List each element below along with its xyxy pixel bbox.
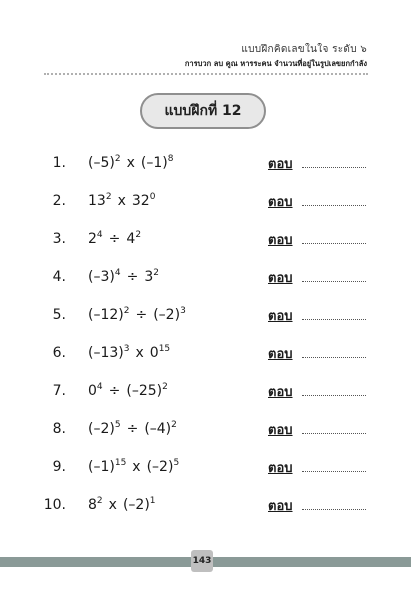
base-b: (–2) xyxy=(122,497,150,513)
problem-row xyxy=(0,457,411,483)
problem-row xyxy=(0,267,411,293)
operator: ÷ xyxy=(126,269,139,285)
exercise-title xyxy=(140,93,266,129)
exercise-title-text: แบบฝึกที่ 12 xyxy=(164,103,242,119)
problem-expression xyxy=(88,383,168,399)
problem-expression xyxy=(88,421,177,437)
problem-number: 6. xyxy=(52,345,66,361)
exponent-b: 2 xyxy=(162,382,168,392)
problem-number: 4. xyxy=(52,269,66,285)
exponent-b: 2 xyxy=(135,230,142,240)
answer-blank[interactable] xyxy=(302,471,366,472)
problem-row xyxy=(0,153,411,179)
problem-expression xyxy=(88,155,173,171)
base-b: (–2) xyxy=(146,459,174,475)
answer-blank[interactable] xyxy=(302,281,366,282)
problem-number: 1. xyxy=(52,155,66,171)
base-b: 4 xyxy=(126,231,136,247)
problem-row xyxy=(0,419,411,445)
exponent-b: 1 xyxy=(149,496,156,506)
operator: x xyxy=(126,155,135,171)
base-a: (–12) xyxy=(88,307,124,323)
exponent-a: 4 xyxy=(96,230,103,240)
exponent-b: 3 xyxy=(180,306,186,316)
problem-row xyxy=(0,191,411,217)
problem-number: 8. xyxy=(52,421,66,437)
base-b: 0 xyxy=(149,345,159,361)
problem-number: 3. xyxy=(52,231,66,247)
page-number: 143 xyxy=(191,550,213,572)
exponent-b: 15 xyxy=(158,344,171,354)
base-b: (–1) xyxy=(140,155,168,171)
exponent-b: 0 xyxy=(149,192,156,202)
answer-blank[interactable] xyxy=(302,357,366,358)
answer-label: ตอบ xyxy=(268,385,293,400)
base-b: (–2) xyxy=(153,307,181,323)
operator: ÷ xyxy=(108,383,121,399)
exponent-a: 2 xyxy=(96,496,103,506)
answer-label: ตอบ xyxy=(268,309,293,324)
operator: ÷ xyxy=(126,421,139,437)
base-a: (–1) xyxy=(88,459,115,475)
base-a: 13 xyxy=(88,193,106,209)
base-b: (–4) xyxy=(144,421,172,437)
exponent-b: 5 xyxy=(173,458,180,468)
problem-number: 2. xyxy=(52,193,66,209)
problem-row xyxy=(0,381,411,407)
problem-expression xyxy=(88,459,179,475)
answer-label: ตอบ xyxy=(268,157,293,172)
base-b: 32 xyxy=(131,193,150,209)
base-a: 0 xyxy=(88,383,97,399)
problem-number: 9. xyxy=(52,459,66,475)
exponent-b: 8 xyxy=(167,154,174,164)
problem-number: 7. xyxy=(52,383,66,399)
base-a: (–5) xyxy=(88,155,115,171)
problem-number: 10. xyxy=(43,497,66,513)
problem-expression xyxy=(88,269,159,285)
answer-label: ตอบ xyxy=(268,461,293,476)
problem-expression xyxy=(88,193,155,209)
exponent-a: 5 xyxy=(114,420,121,430)
exponent-a: 4 xyxy=(96,382,103,392)
dotted-divider xyxy=(44,73,368,75)
operator: x xyxy=(132,459,141,475)
base-a: 8 xyxy=(88,497,97,513)
operator: ÷ xyxy=(108,231,121,247)
answer-label: ตอบ xyxy=(268,347,293,362)
answer-label: ตอบ xyxy=(268,195,293,210)
exponent-a: 2 xyxy=(114,154,121,164)
header-subtitle: การบวก ลบ คูณ หารระคน จำนวนที่อยู่ในรูปเลขยกกำลัง xyxy=(184,59,367,68)
problem-number: 5. xyxy=(52,307,66,323)
operator: x xyxy=(135,345,144,361)
base-a: 2 xyxy=(88,231,97,247)
exponent-a: 2 xyxy=(105,192,112,202)
base-a: (–2) xyxy=(88,421,115,437)
answer-blank[interactable] xyxy=(302,395,366,396)
problem-expression xyxy=(88,497,156,513)
exponent-a: 15 xyxy=(114,458,127,468)
base-a: (–3) xyxy=(88,269,115,285)
answer-label: ตอบ xyxy=(268,233,293,248)
exponent-a: 4 xyxy=(114,268,121,278)
operator: x xyxy=(117,193,126,209)
header-series: แบบฝึกคิดเลขในใจ ระดับ ๖ xyxy=(241,44,367,55)
answer-label: ตอบ xyxy=(268,423,293,438)
answer-blank[interactable] xyxy=(302,319,366,320)
base-b: 3 xyxy=(144,269,154,285)
answer-blank[interactable] xyxy=(302,167,366,168)
operator: x xyxy=(108,497,117,513)
exponent-b: 2 xyxy=(171,420,177,430)
problem-expression xyxy=(88,307,186,323)
problem-expression xyxy=(88,345,170,361)
operator: ÷ xyxy=(135,307,148,323)
answer-blank[interactable] xyxy=(302,433,366,434)
exponent-b: 2 xyxy=(153,268,159,278)
answer-label: ตอบ xyxy=(268,271,293,286)
base-b: (–25) xyxy=(126,383,163,399)
base-a: (–13) xyxy=(88,345,124,361)
problem-row xyxy=(0,229,411,255)
problem-row xyxy=(0,495,411,521)
problem-row xyxy=(0,305,411,331)
answer-label: ตอบ xyxy=(268,499,293,514)
problem-row xyxy=(0,343,411,369)
answer-blank[interactable] xyxy=(302,205,366,206)
exponent-a: 3 xyxy=(123,344,130,354)
exponent-a: 2 xyxy=(123,306,130,316)
answer-blank[interactable] xyxy=(302,243,366,244)
answer-blank[interactable] xyxy=(302,509,366,510)
problem-expression xyxy=(88,231,141,247)
